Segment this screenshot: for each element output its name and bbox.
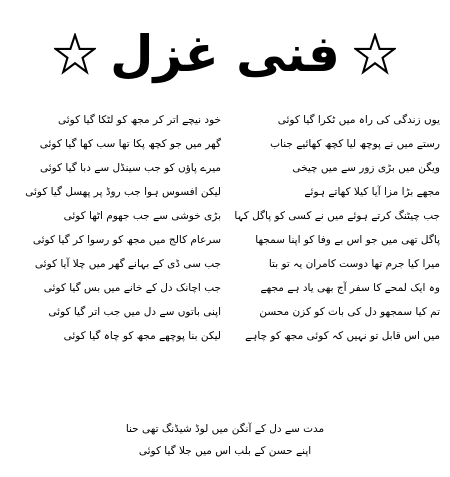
couplet-second-line: بڑی خوشی سے جب جھوم اٹھا کوئی (63, 210, 221, 222)
couplet (6, 204, 444, 228)
couplet-second-line: گھر میں جو کچھ پکا تھا سب کھا گیا کوئی (39, 138, 221, 150)
couplet-first-line: یوں زندگی کی راہ میں ٹکرا گیا کوئی (277, 114, 440, 126)
couplet (6, 228, 444, 252)
star-icon (54, 33, 96, 75)
couplet (6, 300, 444, 324)
couplet-second-line: لیکن بنا پوچھے مجھ کو چاہ گیا کوئی (63, 330, 221, 342)
closing-first-line: مدت سے دل کے آنگن میں لوڈ شیڈنگ تھی حنا (125, 423, 325, 435)
couplet-first-line: میں اس قابل تو نہیں کہ کوئی مجھ کو چاہے (245, 330, 440, 342)
couplet-second-line: سرعام کالج میں مجھ کو رسوا کر گیا کوئی (32, 234, 221, 246)
couplet (6, 132, 444, 156)
couplet-second-line: جب سی ڈی کے بہانے گھر میں چلا آیا کوئی (34, 258, 221, 270)
couplet-second-line: اپنی باتوں سے دل میں جب اتر گیا کوئی (48, 306, 221, 318)
closing-second-line: اپنے حسن کے بلب اس میں جلا گیا کوئی (138, 445, 312, 457)
poem-body (6, 108, 444, 348)
page-header (0, 14, 450, 94)
couplet (6, 252, 444, 276)
couplet-second-line: لیکن افسوس ہوا جب روڈ پر پھسل گیا کوئی (25, 186, 221, 198)
couplet-second-line: جب اچانک دل کے خانے میں بس گیا کوئی (43, 282, 221, 294)
couplet-first-line: وہ ایک لمحے کا سفر آج بھی یاد ہے مجھے (260, 282, 440, 294)
couplet-first-line: رستے میں نے پوچھ لیا کچھ کھائیے جناب (270, 138, 440, 150)
couplet (6, 324, 444, 348)
couplet-second-line: خود نیچے اتر کر مجھ کو لٹکا گیا کوئی (57, 114, 221, 126)
couplet-first-line: مجھے بڑا مزا آیا کیلا کھاتے ہوئے (304, 186, 440, 198)
couplet (6, 108, 444, 132)
couplet-second-line: میرے پاؤں کو جب سینڈل سے دبا گیا کوئی (39, 162, 221, 174)
page-title: فنی غزل (110, 25, 340, 83)
couplet-first-line: ویگن میں بڑی زور سے میں چیخی (292, 162, 440, 174)
couplet-first-line: پاگل تھی میں جو اس بے وفا کو اپنا سمجھا (255, 234, 440, 246)
couplet-first-line: میرا کیا جرم تھا دوست کامران یہ تو بتا (268, 258, 440, 270)
star-icon (354, 33, 396, 75)
couplet (6, 156, 444, 180)
couplet (6, 276, 444, 300)
closing-couplet (0, 418, 450, 462)
couplet-first-line: تم کیا سمجھو دل کی بات کو کزن محسن (259, 306, 440, 318)
couplet (6, 180, 444, 204)
couplet-first-line: جب چیٹنگ کرتے ہوئے میں نے کسی کو پاگل کہا (234, 210, 440, 222)
